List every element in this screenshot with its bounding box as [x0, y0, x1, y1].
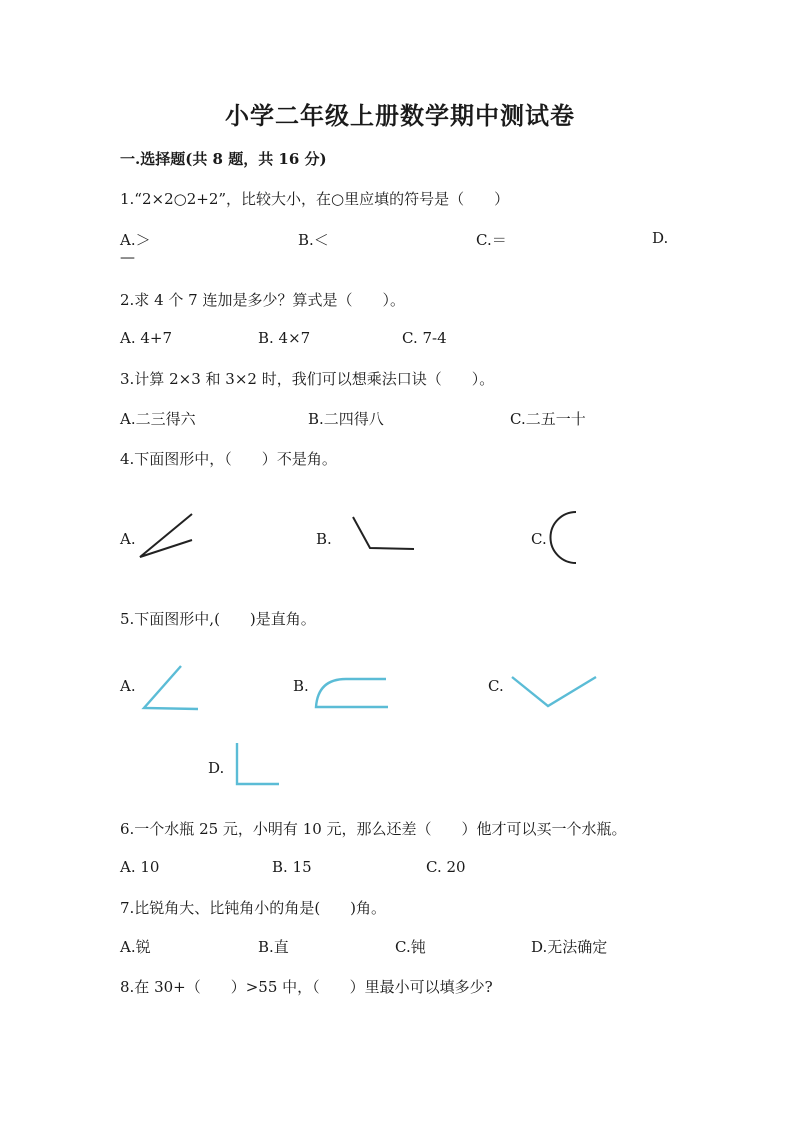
question-3-stem: 3.计算 2×3 和 3×2 时，我们可以想乘法口诀（ ）。: [120, 370, 495, 388]
question-2-option-c: C. 7-4: [402, 329, 447, 347]
question-5-figure-d-right-angle: [233, 740, 283, 788]
question-6-stem: 6.一个水瓶 25 元，小明有 10 元，那么还差（ ）他才可以买一个水瓶。: [120, 820, 627, 838]
question-4-figure-b-angle: [350, 514, 418, 554]
question-5-option-c: C.: [488, 677, 504, 695]
question-7-option-c: C.钝: [395, 938, 426, 956]
question-4-figure-a-angle: [136, 510, 198, 562]
question-2-option-a: A. 4+7: [120, 329, 173, 347]
question-3-option-c: C.二五一十: [510, 410, 586, 428]
question-7-stem: 7.比锐角大、比钝角小的角是( )角。: [120, 899, 387, 917]
question-1-option-d-value: —: [120, 248, 135, 266]
question-1-option-c: C.＝: [476, 231, 507, 249]
question-4-option-c: C.: [531, 530, 547, 548]
page-title: 小学二年级上册数学期中测试卷: [225, 101, 575, 130]
question-1-option-a: A.＞: [120, 231, 151, 249]
question-5-option-a: A.: [120, 677, 136, 695]
question-6-option-a: A. 10: [120, 858, 160, 876]
question-7-option-b: B.直: [258, 938, 289, 956]
question-5-figure-b-shape: [312, 675, 392, 711]
question-5-option-d: D.: [208, 759, 225, 777]
question-4-figure-c-arc: [546, 508, 582, 568]
question-7-option-d: D.无法确定: [531, 938, 608, 956]
question-2-option-b: B. 4×7: [258, 329, 311, 347]
question-1-option-b: B.＜: [298, 231, 329, 249]
question-5-figure-c-angle: [508, 673, 600, 711]
question-3-option-b: B.二四得八: [308, 410, 384, 428]
question-2-stem: 2.求 4 个 7 连加是多少？算式是（ ）。: [120, 291, 405, 309]
question-4-stem: 4.下面图形中，（ ）不是角。: [120, 450, 337, 468]
question-1-stem: 1.“2×2○2+2”，比较大小，在○里应填的符号是（ ）: [120, 190, 510, 208]
question-4-option-b: B.: [316, 530, 332, 548]
question-5-option-b: B.: [293, 677, 309, 695]
question-8-stem: 8.在 30+（ ）>55 中，（ ）里最小可以填多少?: [120, 978, 493, 996]
question-1-option-d: D.: [652, 229, 669, 247]
question-6-option-c: C. 20: [426, 858, 466, 876]
question-4-option-a: A.: [120, 530, 136, 548]
question-7-option-a: A.锐: [120, 938, 151, 956]
question-5-stem: 5.下面图形中,( )是直角。: [120, 610, 316, 628]
question-5-figure-a-angle: [140, 662, 202, 714]
question-6-option-b: B. 15: [272, 858, 312, 876]
section-heading: 一.选择题(共 8 题，共 16 分): [120, 150, 327, 168]
question-3-option-a: A.二三得六: [120, 410, 196, 428]
